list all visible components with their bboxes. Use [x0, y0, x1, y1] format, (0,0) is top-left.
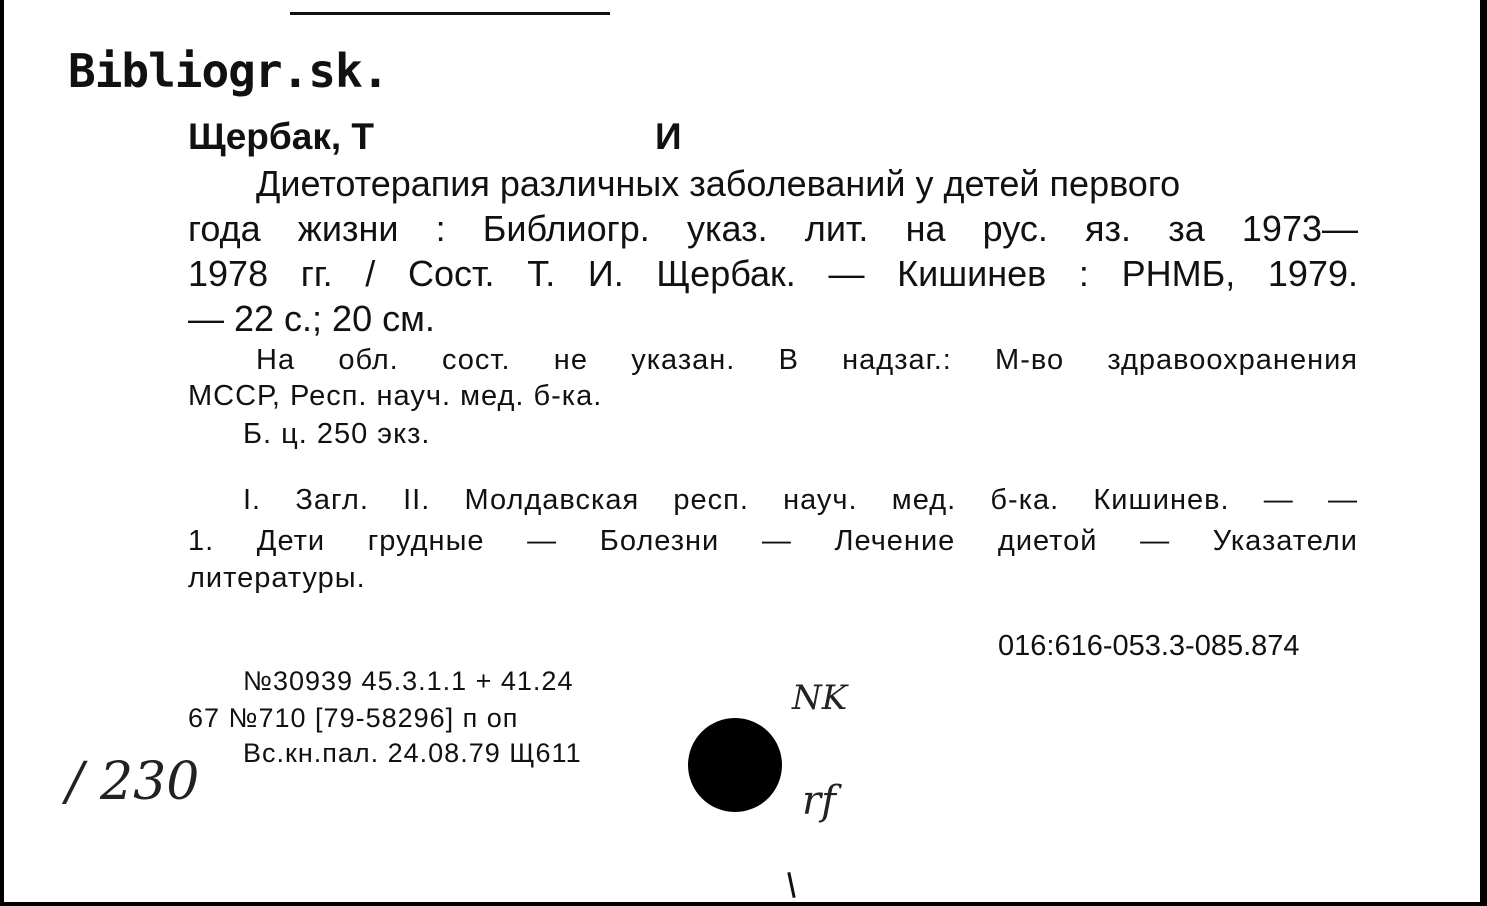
udc-index: 016:616-053.3-085.874: [998, 630, 1300, 662]
print-info-line: №30939 45.3.1.1 + 41.24: [243, 666, 574, 696]
bottom-tick-mark: [787, 872, 795, 898]
description-line: — 22 с.; 20 см.: [188, 298, 435, 339]
note-line: МССР, Респ. науч. мед. б-ка.: [188, 380, 603, 412]
note-line: На обл. сост. не указан. В надзаг.: М-во здравоохранения: [256, 344, 1358, 376]
card-border-right: [1480, 0, 1487, 906]
handwritten-mark: rf: [802, 778, 836, 824]
tracing-line: 1. Дети грудные — Болезни — Лечение диетой — Указатели: [188, 525, 1358, 557]
handwritten-number: / 230: [66, 752, 200, 812]
print-info-line: Вс.кн.пал. 24.08.79 Щ611: [243, 738, 582, 768]
tracing-line: литературы.: [188, 562, 366, 594]
tracing-line: I. Загл. II. Молдавская респ. науч. мед. б-ка. Кишинев. — —: [243, 484, 1358, 516]
author-initial: И: [655, 116, 682, 157]
punch-hole: [688, 718, 782, 812]
catalog-stamp: Bibliogr.sk.: [68, 44, 389, 98]
description-line: 1978 гг. / Сост. Т. И. Щербак. — Кишинев : РНМБ, 1979.: [188, 253, 1358, 294]
handwritten-initials: NK: [792, 678, 848, 718]
author-heading: Щербак, Т: [188, 116, 374, 157]
description-line: Диетотерапия различных заболеваний у детей первого: [256, 163, 1181, 204]
card-border-left: [0, 0, 4, 906]
card-border-bottom: [0, 902, 1487, 906]
print-info-line: 67 №710 [79-58296] п оп: [188, 703, 519, 733]
description-line: года жизни : Библиогр. указ. лит. на рус. яз. за 1973—: [188, 208, 1358, 249]
note-line: Б. ц. 250 экз.: [243, 418, 431, 450]
top-rule: [290, 12, 610, 15]
